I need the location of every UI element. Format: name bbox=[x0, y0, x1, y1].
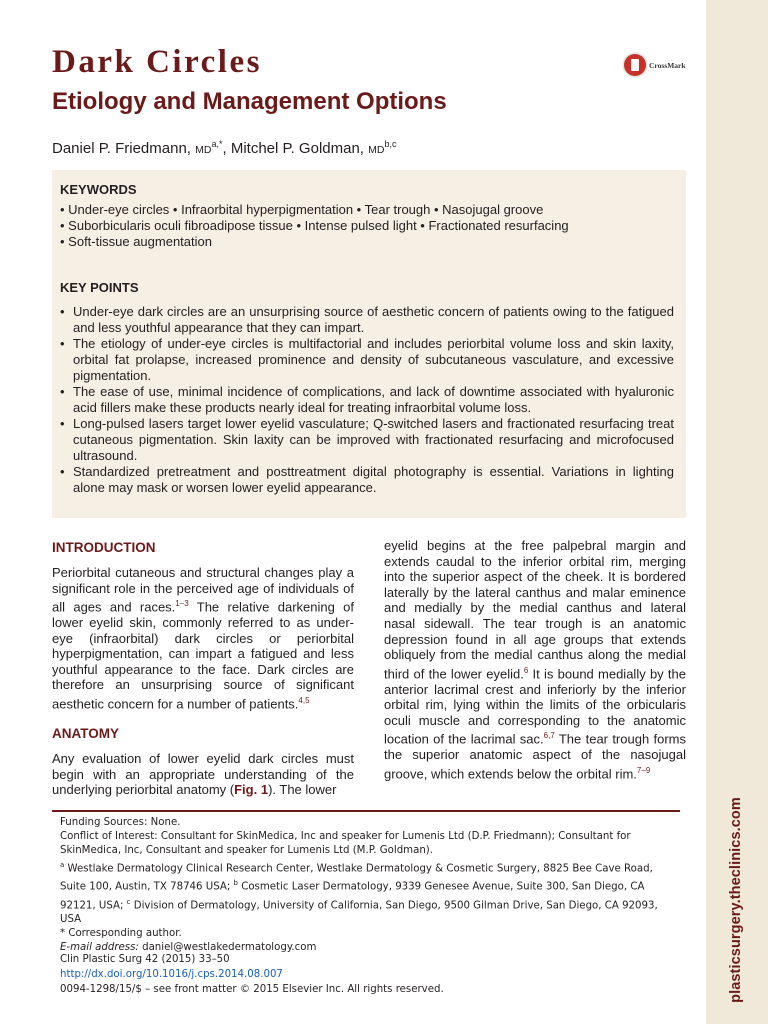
reference-link[interactable]: 6 bbox=[523, 665, 529, 675]
key-point-item: • The ease of use, minimal incidence of complications, and lack of downtime associated with hyaluronic acid fillers make these products nearly ideal for treating infraorbital volume loss. bbox=[60, 384, 674, 416]
key-point-item: • Long-pulsed lasers target lower eyelid vasculature; Q-switched lasers and fractionated resurfacing treat cutaneous pigmentation. Skin laxity can be improved with fractionated resurfacing and microfocused ultrasound. bbox=[60, 416, 674, 463]
body-text: Any evaluation of lower eyelid dark circles must begin with an appropriate understanding of the underlying periorbital anatomy ( bbox=[52, 751, 354, 798]
crossmark-badge[interactable] bbox=[624, 54, 686, 76]
author-name: Mitchel P. Goldman, bbox=[230, 140, 369, 157]
affiliation-mark: a bbox=[60, 861, 65, 869]
right-column bbox=[384, 538, 686, 782]
body-text: ). The lower bbox=[268, 782, 337, 798]
anatomy-paragraph-continued bbox=[384, 538, 686, 782]
author-affiliation: a,* bbox=[211, 139, 223, 149]
body-text: The relative darkening of lower eyelid skin, commonly referred to as under-eye (infraorbital) dark circles or periorbital hyperpigmentation, can impart a fatigued and less youthful appearance to the face. Dark circles are therefore an unsurprising source of significant aesthetic concern for a number of patients. bbox=[52, 599, 354, 712]
keywords-heading: KEYWORDS bbox=[60, 182, 137, 197]
journal-citation: Clin Plastic Surg 42 (2015) 33–50 bbox=[60, 954, 230, 965]
affiliation-text: Cosmetic Laser Dermatology, 9339 Genesee Avenue, Suite 300, San Diego, CA 92121, USA; bbox=[60, 881, 645, 912]
left-column bbox=[52, 538, 354, 798]
anatomy-paragraph bbox=[52, 751, 354, 798]
author-separator: , bbox=[222, 140, 231, 157]
article-title: Dark Circles bbox=[52, 44, 262, 80]
introduction-paragraph bbox=[52, 565, 354, 712]
copyright-line: 0094-1298/15/$ – see front matter © 2015 Elsevier Inc. All rights reserved. bbox=[60, 984, 444, 995]
figure-link[interactable]: Fig. 1 bbox=[234, 782, 269, 798]
key-points-list bbox=[60, 304, 674, 496]
author-degree: MD bbox=[368, 144, 385, 156]
doi-link[interactable]: http://dx.doi.org/10.1016/j.cps.2014.08.007 bbox=[60, 969, 283, 980]
journal-site-url[interactable]: plasticsurgery.theclinics.com bbox=[728, 797, 744, 1003]
crossmark-icon bbox=[624, 54, 646, 76]
introduction-heading: INTRODUCTION bbox=[52, 540, 156, 555]
author-affiliation: b,c bbox=[384, 139, 397, 149]
footnotes bbox=[60, 816, 680, 955]
reference-link[interactable]: 1–3 bbox=[175, 599, 189, 609]
affiliation-mark: c bbox=[126, 897, 131, 906]
body-text: eyelid begins at the free palpebral margin and extends caudal to the inferior orbital rim, merging into the superior aspect of the cheek. It is bordered laterally by the lateral canthus and malar eminence and medially by the medial canthus and lateral nasal sidewall. The tear trough is an anatomic depression found in all age groups that extends obliquely from the medial canthus along the medial third of the lower eyelid. bbox=[384, 538, 686, 682]
body-text: It is bound medially by the anterior lacrimal crest and inferiorly by the inferior orbital rim, lying within the limits of the orbicularis oculi muscle and corresponding to the anatomic location of the lacrimal sac. bbox=[384, 666, 686, 747]
author-line bbox=[52, 140, 397, 158]
affiliation-mark: b bbox=[233, 879, 238, 888]
funding-note: Funding Sources: None. bbox=[60, 817, 181, 828]
keyword-line: • Soft-tissue augmentation bbox=[60, 233, 212, 249]
corresponding-note: * Corresponding author. bbox=[60, 928, 182, 940]
keywords-box bbox=[52, 170, 686, 518]
article-subtitle: Etiology and Management Options bbox=[52, 88, 447, 115]
body-text: The tear trough forms the superior anatomic aspect of the nasojugal groove, which extends below the orbital rim. bbox=[384, 731, 687, 782]
reference-link[interactable]: 7–9 bbox=[636, 765, 651, 775]
footnote-divider bbox=[52, 810, 680, 812]
key-point-item: • Under-eye dark circles are an unsurprising source of aesthetic concern of patients owing to the fatigued and less youthful appearance that they can impart. bbox=[60, 304, 674, 336]
reference-link[interactable]: 4,5 bbox=[298, 696, 310, 706]
reference-link[interactable]: 6,7 bbox=[543, 731, 555, 741]
email-address[interactable]: daniel@westlakedermatology.com bbox=[138, 942, 317, 954]
author-degree: MD bbox=[195, 144, 212, 156]
affiliation-text: Division of Dermatology, University of California, San Diego, 9500 Gilman Drive, San Diego, CA 92093, USA bbox=[60, 900, 658, 926]
citation-block bbox=[60, 952, 680, 997]
key-point-item: • The etiology of under-eye circles is multifactorial and includes periorbital volume loss and skin laxity, orbital fat prolapse, increased prominence and density of subcutaneous vasculature, and excessive pigmentation. bbox=[60, 336, 674, 383]
anatomy-heading: ANATOMY bbox=[52, 726, 119, 741]
keyword-line: • Suborbicularis oculi fibroadipose tissue • Intense pulsed light • Fractionated resurfacing bbox=[60, 217, 569, 233]
author-name: Daniel P. Friedmann, bbox=[52, 140, 196, 157]
key-point-item: • Standardized pretreatment and posttreatment digital photography is essential. Variations in lighting alone may mask or worsen lower eyelid appearance. bbox=[60, 464, 674, 496]
conflict-note: Conflict of Interest: Consultant for SkinMedica, Inc and speaker for Lumenis Ltd (D.P. Friedmann); Consultant for SkinMedica, Inc, Consultant and speaker for Lumenis Ltd (M.P. Goldman). bbox=[60, 831, 631, 856]
affiliations-note bbox=[60, 858, 680, 927]
key-points-heading: KEY POINTS bbox=[60, 280, 139, 295]
keyword-line: • Under-eye circles • Infraorbital hyperpigmentation • Tear trough • Nasojugal groove bbox=[60, 201, 544, 217]
email-label: E-mail address: bbox=[60, 942, 139, 954]
body-text: Periorbital cutaneous and structural changes play a significant role in the perceived age of individuals of all ages and races. bbox=[52, 565, 354, 615]
affiliation-text: Westlake Dermatology Clinical Research Center, Westlake Dermatology & Cosmetic Surgery, 8825 Bee Cave Road, Suite 100, Austin, TX 78746 USA; bbox=[60, 863, 653, 893]
crossmark-label: CrossMark bbox=[649, 60, 686, 70]
